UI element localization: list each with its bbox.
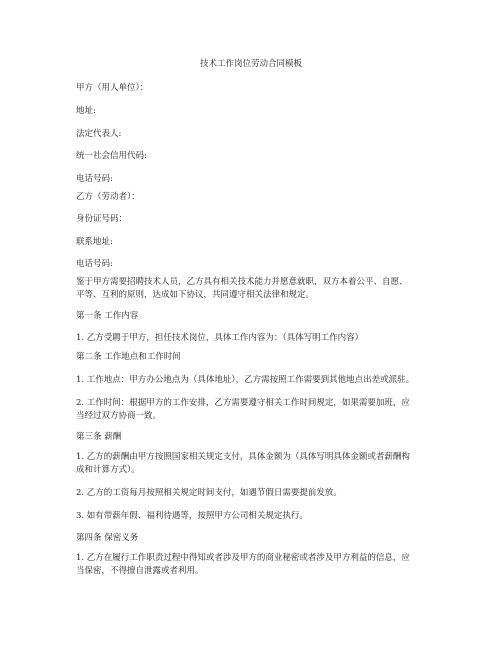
preamble-line: 平等、互利的原则，达成如下协议，共同遵守相关法律和规定。 [76,290,315,300]
article-3-item-1 [76,451,428,477]
article-1-item-1 [76,332,428,345]
clause-line: 1. 工作地点：甲方办公地点为（具体地址），乙方需按照工作需要到其他地点出差或派驻。 [76,375,415,385]
party-a-phone: 电话号码: [76,174,113,184]
article-2-item-2 [76,397,428,423]
clause-line: 当经过双方协商一致。 [76,411,162,421]
party-a-legal-rep: 法定代表人: [76,129,122,139]
article-3-item-3 [76,510,428,523]
article-2-heading: 第二条 工作地点和工作时间 [76,352,181,362]
clause-line: 1. 乙方的薪酬由甲方按照国家相关规定支付，具体金额为（具体写明具体金额或者薪酬构 [76,452,410,462]
party-b-id-number: 身份证号码： [76,214,128,224]
article-1-heading: 第一条 工作内容 [76,311,139,321]
party-a-credit-code: 统一社会信用代码: [76,151,147,161]
party-b-phone: 电话号码: [76,259,113,269]
clause-line: 当保密，不得擅自泄露或者利用。 [76,566,204,576]
party-b-heading: 乙方（劳动者）： [76,192,140,202]
article-4-item-1 [76,552,428,578]
clause-line: 1. 乙方在履行工作职责过程中得知或者涉及甲方的商业秘密或者涉及甲方利益的信息，应 [76,553,410,563]
clause-line: 1. 乙方受聘于甲方，担任技术岗位，具体工作内容为：（具体写明工作内容） [76,333,364,343]
clause-line: 成和计算方式）。 [76,465,140,475]
article-3-heading: 第三条 薪酬 [76,432,122,442]
party-a-heading: 甲方（用人单位）： [76,83,149,93]
preamble-line: 鉴于甲方需要招聘技术人员，乙方具有相关技术能力并愿意就职，双方本着公平、自愿、 [76,277,408,287]
article-2-item-1 [76,374,428,387]
article-3-item-2 [76,487,428,500]
preamble-paragraph [76,276,428,302]
clause-line: 2. 工作时间：根据甲方的工作安排，乙方需要遵守相关工作时间规定，如果需要加班，应 [76,398,410,408]
party-b-contact-address: 联系地址: [76,237,113,247]
article-4-heading: 第四条 保密义务 [76,533,139,543]
clause-line: 3. 如有带薪年假、福利待遇等，按照甲方公司相关规定执行。 [76,511,308,521]
party-a-address: 地址: [76,106,96,116]
document-title: 技术工作岗位劳动合同模板 [199,59,302,69]
clause-line: 2. 乙方的工资每月按照相关规定时间支付，如遇节假日需要提前发放。 [76,488,342,498]
